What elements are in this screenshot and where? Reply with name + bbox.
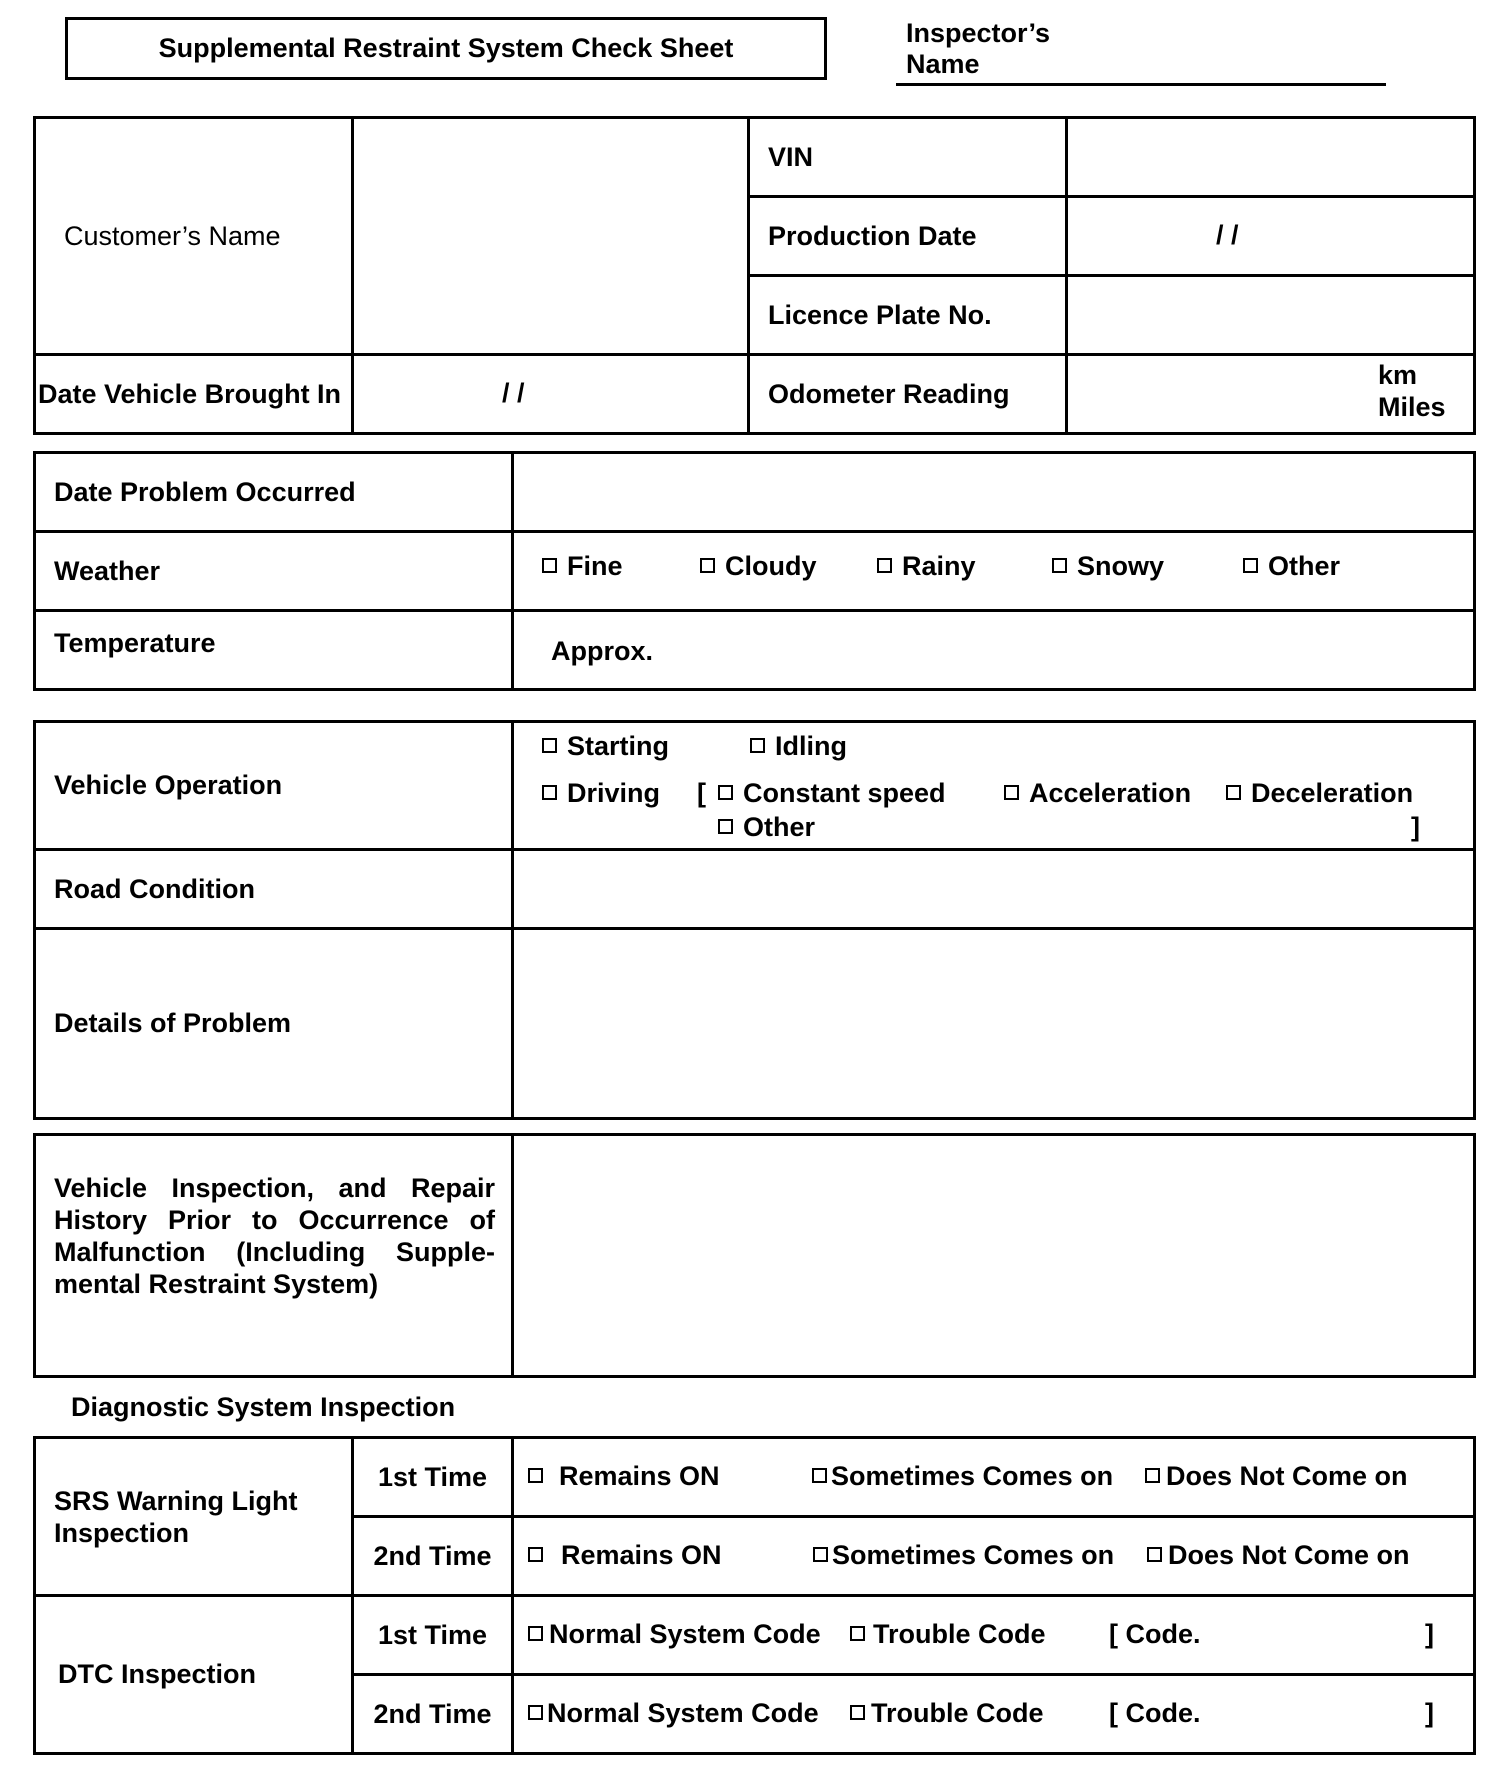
checkbox-icon[interactable]: [528, 1547, 543, 1562]
details-label: Details of Problem: [54, 1008, 292, 1038]
checkbox-icon[interactable]: [1243, 558, 1258, 573]
operation-option-acceleration[interactable]: Acceleration: [1004, 778, 1191, 809]
checkbox-icon[interactable]: [718, 819, 733, 834]
operation-table: [33, 720, 1476, 1120]
date-problem-label: Date Problem Occurred: [54, 476, 356, 507]
odometer-label-cell: [749, 355, 1067, 434]
vehicle-info-table: [33, 116, 1476, 435]
odometer-field[interactable]: [1067, 355, 1475, 434]
checkbox-icon[interactable]: [1145, 1468, 1160, 1483]
checkbox-icon[interactable]: [700, 558, 715, 573]
weather-options-cell: [513, 532, 1475, 611]
dtc1-trouble-code[interactable]: Trouble Code: [850, 1619, 1046, 1650]
checkbox-icon[interactable]: [850, 1705, 865, 1720]
checkbox-icon[interactable]: [542, 738, 557, 753]
checkbox-icon[interactable]: [812, 1468, 827, 1483]
operation-option-idling[interactable]: Idling: [750, 731, 847, 762]
weather-option-other[interactable]: Other: [1243, 551, 1340, 582]
dtc2-code-close: ]: [1425, 1698, 1434, 1728]
dtc-first-time-label: 1st Time: [377, 1620, 488, 1650]
weather-option-fine[interactable]: Fine: [542, 551, 623, 582]
diagnostic-table: [33, 1436, 1476, 1755]
dtc2-code-field[interactable]: [ Code.: [1109, 1698, 1201, 1728]
vin-label-cell: [749, 118, 1067, 197]
checkbox-icon[interactable]: [528, 1705, 543, 1720]
checkbox-icon[interactable]: [850, 1626, 865, 1641]
form-title-box: [65, 17, 827, 80]
vehicle-operation-options-cell: [513, 722, 1475, 850]
date-problem-field[interactable]: [513, 453, 1475, 532]
temperature-label-cell: [35, 611, 513, 690]
vin-field[interactable]: [1067, 118, 1475, 197]
checkbox-icon[interactable]: [877, 558, 892, 573]
weather-option-snowy[interactable]: Snowy: [1052, 551, 1164, 582]
checkbox-icon[interactable]: [718, 785, 733, 800]
operation-option-deceleration[interactable]: Deceleration: [1226, 778, 1413, 809]
inspector-name-label: Inspector’s Name: [906, 18, 1051, 79]
conditions-table: [33, 451, 1476, 691]
srs2-remains-on[interactable]: Remains ON: [528, 1540, 722, 1571]
date-brought-in-field[interactable]: [353, 355, 749, 434]
production-date-field[interactable]: [1067, 197, 1475, 276]
checkbox-icon[interactable]: [1052, 558, 1067, 573]
dtc-label: DTC Inspection: [58, 1659, 257, 1689]
dtc-second-time-cell: [353, 1675, 513, 1754]
weather-option-cloudy[interactable]: Cloudy: [700, 551, 817, 582]
odometer-unit-km: km: [1378, 360, 1418, 390]
temperature-field[interactable]: [513, 611, 1475, 690]
srs-second-time-label: 2nd Time: [373, 1541, 492, 1571]
vin-label: VIN: [768, 141, 814, 172]
production-date-slashes: / /: [1216, 220, 1239, 250]
history-table: [33, 1133, 1476, 1378]
history-field[interactable]: [513, 1135, 1475, 1377]
date-brought-in-label: Date Vehicle Brought In: [38, 378, 342, 409]
customer-name-label-cell: [35, 118, 353, 355]
customer-name-field[interactable]: [353, 118, 749, 355]
dtc1-code-close: ]: [1425, 1619, 1434, 1649]
srs-first-time-label: 1st Time: [377, 1462, 488, 1492]
diagnostic-section-title: Diagnostic System Inspection: [71, 1392, 456, 1422]
checkbox-icon[interactable]: [528, 1468, 543, 1483]
dtc-first-time-options: [513, 1596, 1475, 1675]
srs2-sometimes[interactable]: Sometimes Comes on: [813, 1540, 1114, 1571]
dtc-second-time-options: [513, 1675, 1475, 1754]
date-brought-in-label-cell: [35, 355, 353, 434]
checkbox-icon[interactable]: [1004, 785, 1019, 800]
dtc-label-cell: [35, 1596, 353, 1754]
weather-option-rainy[interactable]: Rainy: [877, 551, 976, 582]
temperature-approx: Approx.: [551, 636, 654, 666]
dtc1-code-field[interactable]: [ Code.: [1109, 1619, 1201, 1649]
road-condition-label: Road Condition: [54, 873, 255, 904]
licence-plate-label-cell: [749, 276, 1067, 355]
srs1-does-not[interactable]: Does Not Come on: [1145, 1461, 1408, 1492]
history-label-cell: [35, 1135, 513, 1377]
operation-option-other[interactable]: Other: [718, 812, 815, 843]
srs-label-cell: [35, 1438, 353, 1596]
srs-second-time-cell: [353, 1517, 513, 1596]
srs-first-time-options: [513, 1438, 1475, 1517]
srs-second-time-options: [513, 1517, 1475, 1596]
history-label: Vehicle Inspection, and Repair History Prior to Occurrence of Malfunction (Including Supple-mental Restraint System): [54, 1173, 495, 1299]
checkbox-icon[interactable]: [542, 785, 557, 800]
form-title: Supplemental Restraint System Check Sheet: [158, 33, 734, 63]
weather-label-cell: [35, 532, 513, 611]
dtc1-normal-code[interactable]: Normal System Code: [528, 1619, 821, 1650]
checkbox-icon[interactable]: [542, 558, 557, 573]
srs-first-time-cell: [353, 1438, 513, 1517]
odometer-label: Odometer Reading: [768, 378, 1010, 409]
operation-option-starting[interactable]: Starting: [542, 731, 669, 762]
srs2-does-not[interactable]: Does Not Come on: [1147, 1540, 1410, 1571]
odometer-unit-miles: Miles: [1378, 392, 1446, 422]
date-brought-in-slashes: / /: [502, 378, 525, 408]
dtc2-normal-code[interactable]: Normal System Code: [528, 1698, 819, 1729]
licence-plate-field[interactable]: [1067, 276, 1475, 355]
dtc2-trouble-code[interactable]: Trouble Code: [850, 1698, 1044, 1729]
checkbox-icon[interactable]: [750, 738, 765, 753]
operation-option-constant-speed[interactable]: Constant speed: [718, 778, 946, 809]
road-condition-label-cell: [35, 850, 513, 929]
checkbox-icon[interactable]: [813, 1547, 828, 1562]
temperature-label: Temperature: [54, 628, 216, 658]
checkbox-icon[interactable]: [1147, 1547, 1162, 1562]
road-condition-field[interactable]: [513, 850, 1475, 929]
licence-plate-label: Licence Plate No.: [768, 299, 992, 330]
inspector-name-field[interactable]: [896, 83, 1386, 86]
dtc-first-time-cell: [353, 1596, 513, 1675]
date-problem-label-cell: [35, 453, 513, 532]
checkbox-icon[interactable]: [528, 1626, 543, 1641]
weather-label: Weather: [54, 555, 161, 586]
production-date-label: Production Date: [768, 220, 977, 251]
vehicle-operation-label: Vehicle Operation: [54, 770, 283, 800]
srs1-sometimes[interactable]: Sometimes Comes on: [812, 1461, 1113, 1492]
driving-close-bracket: ]: [1411, 812, 1420, 842]
production-date-label-cell: [749, 197, 1067, 276]
details-field[interactable]: [513, 929, 1475, 1119]
srs1-remains-on[interactable]: Remains ON: [528, 1461, 720, 1492]
customer-name-label: Customer’s Name: [64, 220, 281, 251]
vehicle-operation-label-cell: [35, 722, 513, 850]
operation-option-driving[interactable]: Driving: [542, 778, 660, 809]
details-label-cell: [35, 929, 513, 1119]
driving-open-bracket: [: [697, 778, 706, 808]
dtc-second-time-label: 2nd Time: [373, 1699, 492, 1729]
checkbox-icon[interactable]: [1226, 785, 1241, 800]
srs-warning-label: SRS Warning Light Inspection: [54, 1485, 298, 1548]
